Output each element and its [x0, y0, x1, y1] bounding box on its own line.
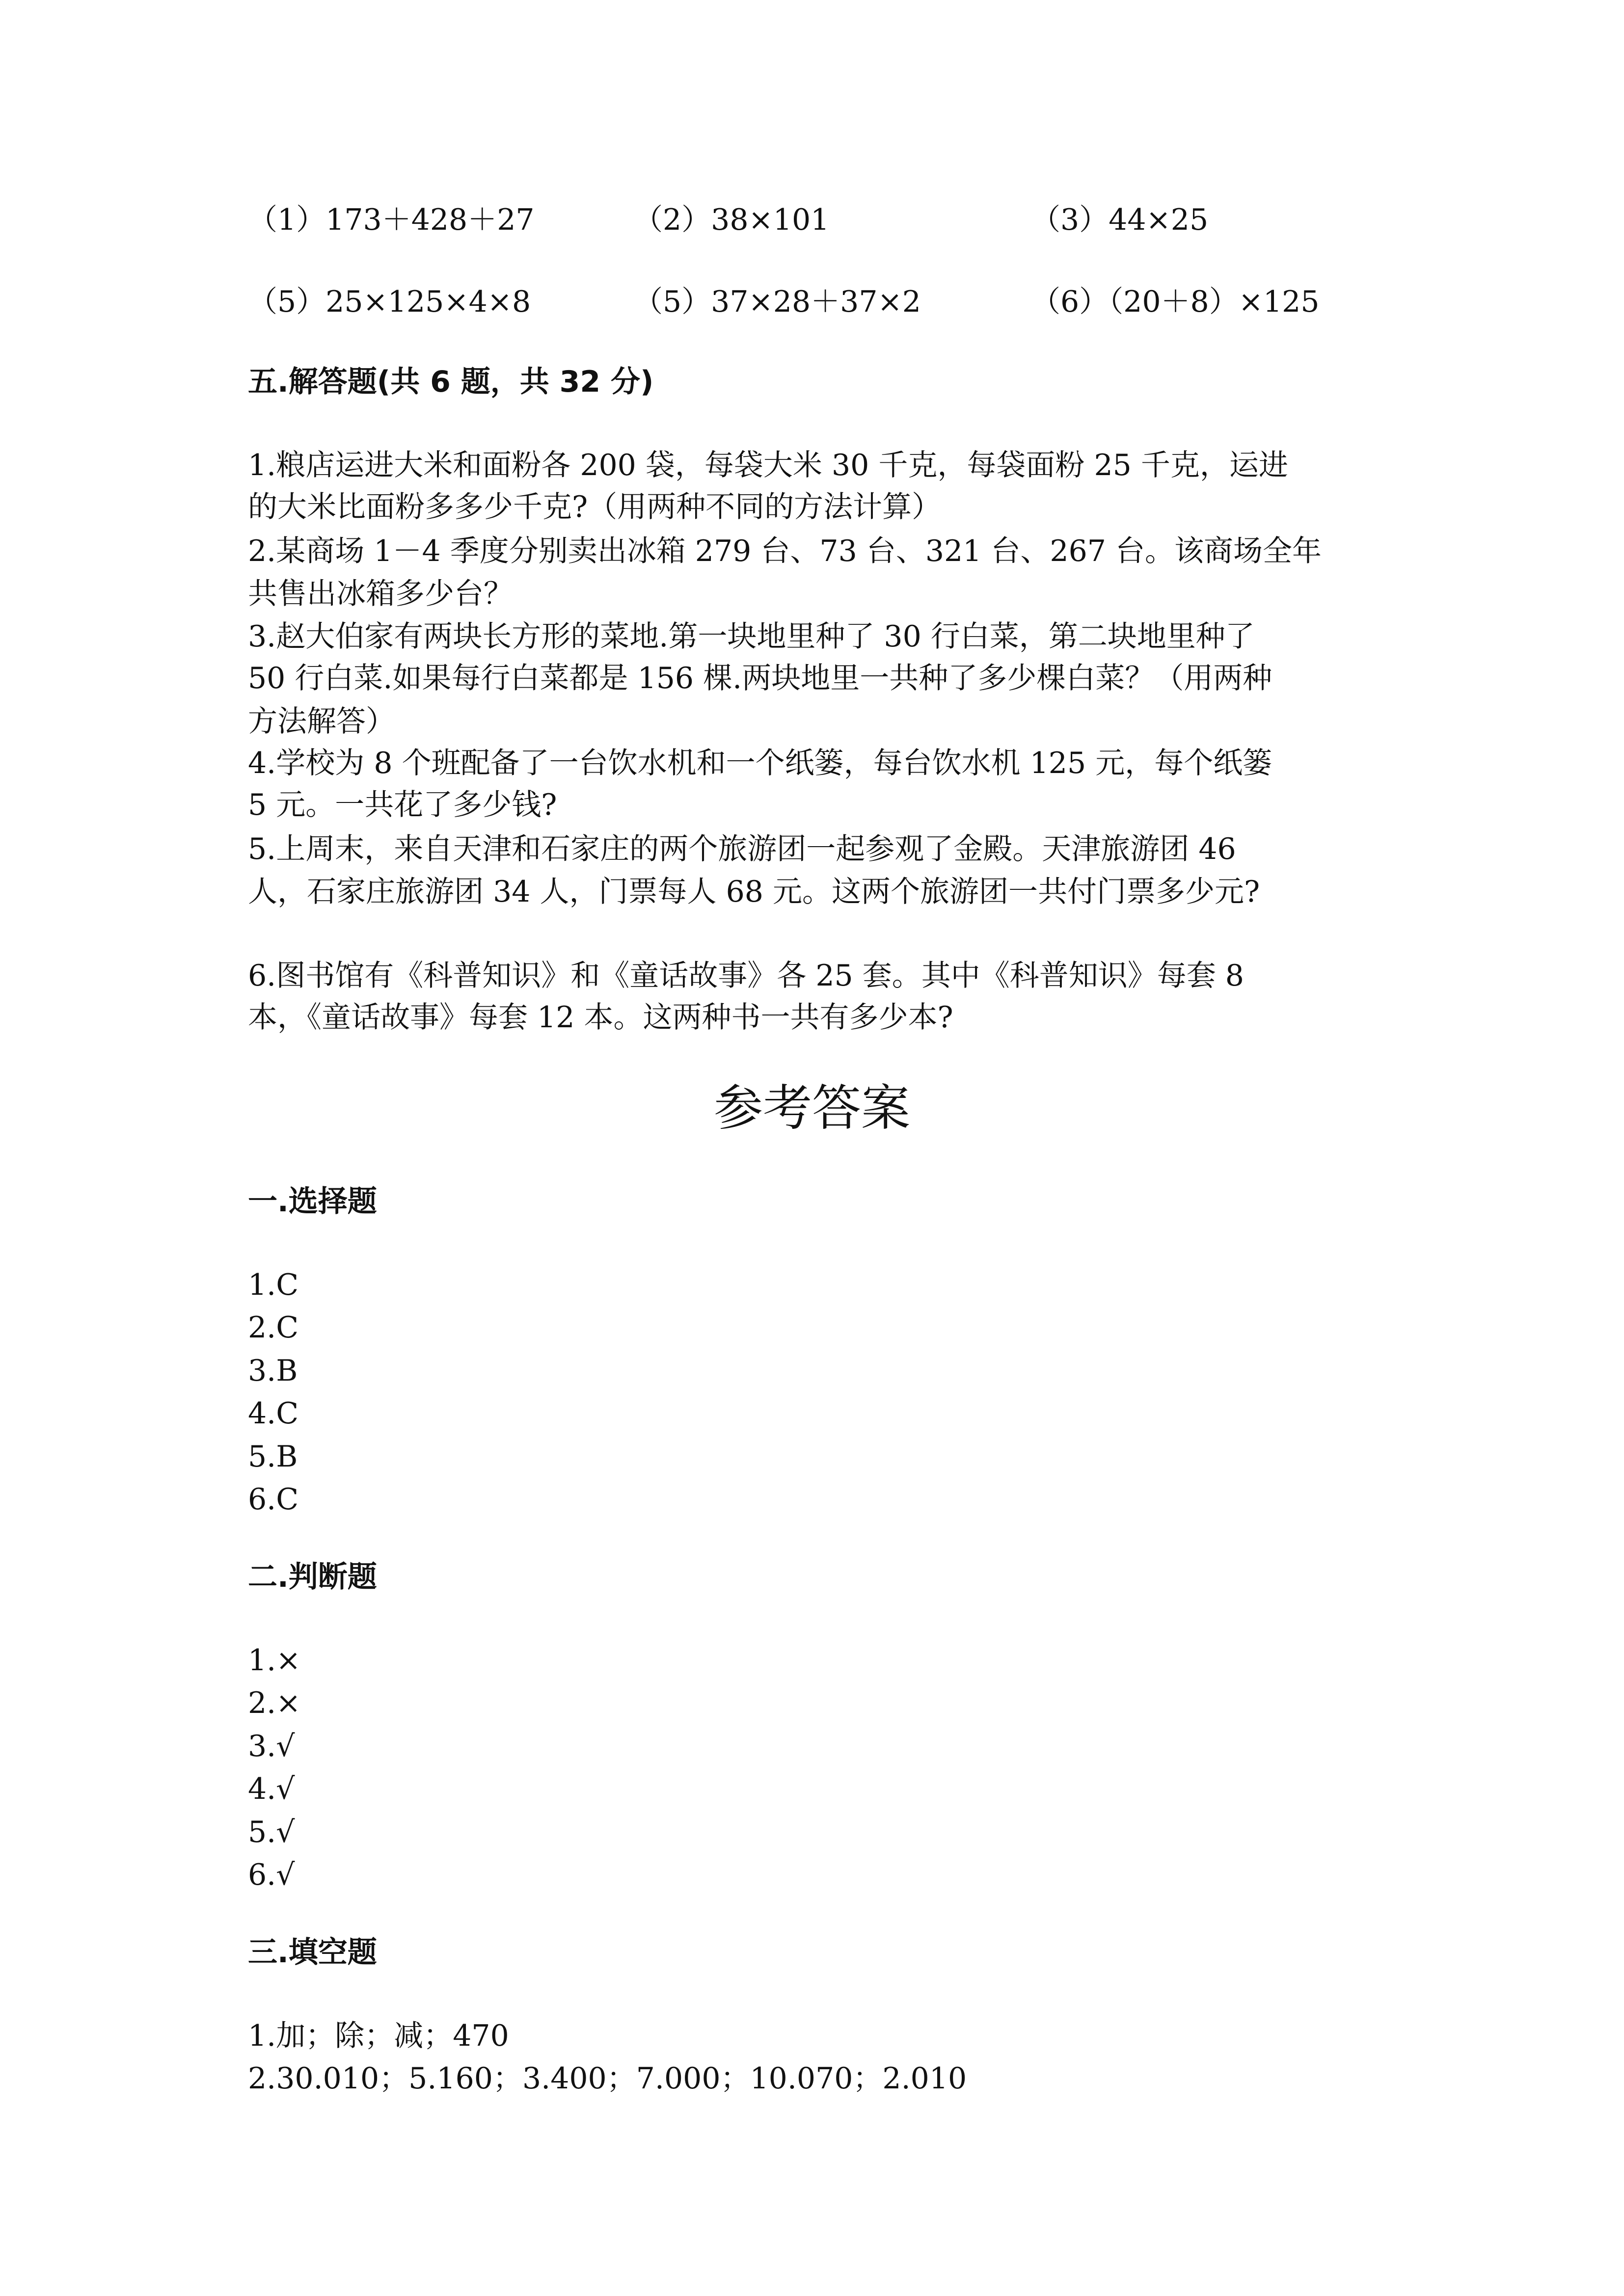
question-line: 的大米比面粉多多少千克?（用两种不同的方法计算）	[248, 490, 942, 524]
answers-sec3-heading: 三.填空题	[248, 1935, 377, 1970]
calc-problem-3: （3）44×25	[1031, 203, 1209, 237]
answers-title: 参考答案	[714, 1079, 910, 1137]
question-line: 3.赵大伯家有两块长方形的菜地.第一块地里种了 30 行白菜，第二块地里种了	[248, 619, 1255, 654]
answer-item: 2.×	[248, 1686, 301, 1720]
question-line: 6.图书馆有《科普知识》和《童话故事》各 25 套。其中《科普知识》每套 8	[248, 959, 1244, 993]
calc-problem-4: （5）25×125×4×8	[248, 285, 531, 319]
question-line: 5 元。一共花了多少钱?	[248, 788, 557, 822]
answer-item: 1.加；除；减；470	[248, 2019, 509, 2053]
question-line: 本，《童话故事》每套 12 本。这两种书一共有多少本?	[248, 1000, 953, 1035]
answer-item: 2.30.010；5.160；3.400；7.000；10.070；2.010	[248, 2061, 967, 2096]
answer-item: 1.C	[248, 1268, 299, 1302]
answer-item: 4.C	[248, 1396, 299, 1431]
question-line: 2.某商场 1－4 季度分别卖出冰箱 279 台、73 台、321 台、267 台。该商场全年	[248, 534, 1322, 568]
answer-item: 3.B	[248, 1354, 298, 1388]
question-line: 1.粮店运进大米和面粉各 200 袋，每袋大米 30 千克，每袋面粉 25 千克，运进	[248, 448, 1288, 482]
answers-sec1-heading: 一.选择题	[248, 1184, 377, 1219]
calc-problem-5: （5）37×28＋37×2	[633, 285, 921, 319]
answer-item: 5.√	[248, 1815, 295, 1849]
question-line: 人，石家庄旅游团 34 人，门票每人 68 元。这两个旅游团一共付门票多少元?	[248, 875, 1260, 909]
answer-item: 4.√	[248, 1772, 295, 1806]
question-line: 4.学校为 8 个班配备了一台饮水机和一个纸篓，每台饮水机 125 元，每个纸篓	[248, 746, 1272, 780]
answer-item: 3.√	[248, 1729, 295, 1763]
answer-item: 6.√	[248, 1858, 295, 1892]
answer-item: 6.C	[248, 1482, 299, 1517]
section5-heading: 五.解答题(共 6 题，共 32 分)	[248, 365, 654, 399]
answer-item: 5.B	[248, 1440, 298, 1474]
calc-problem-6: （6）（20＋8）×125	[1031, 285, 1320, 319]
calc-problem-1: （1）173＋428＋27	[248, 203, 535, 237]
question-line: 方法解答）	[248, 704, 395, 739]
answer-item: 2.C	[248, 1310, 299, 1345]
answer-item: 1.×	[248, 1643, 301, 1678]
calc-problem-2: （2）38×101	[633, 203, 830, 237]
question-line: 共售出冰箱多少台？	[248, 577, 513, 611]
answers-sec2-heading: 二.判断题	[248, 1560, 377, 1594]
question-line: 5.上周末，来自天津和石家庄的两个旅游团一起参观了金殿。天津旅游团 46	[248, 832, 1236, 866]
question-line: 50 行白菜.如果每行白菜都是 156 棵.两块地里一共种了多少棵白菜？（用两种	[248, 661, 1272, 695]
